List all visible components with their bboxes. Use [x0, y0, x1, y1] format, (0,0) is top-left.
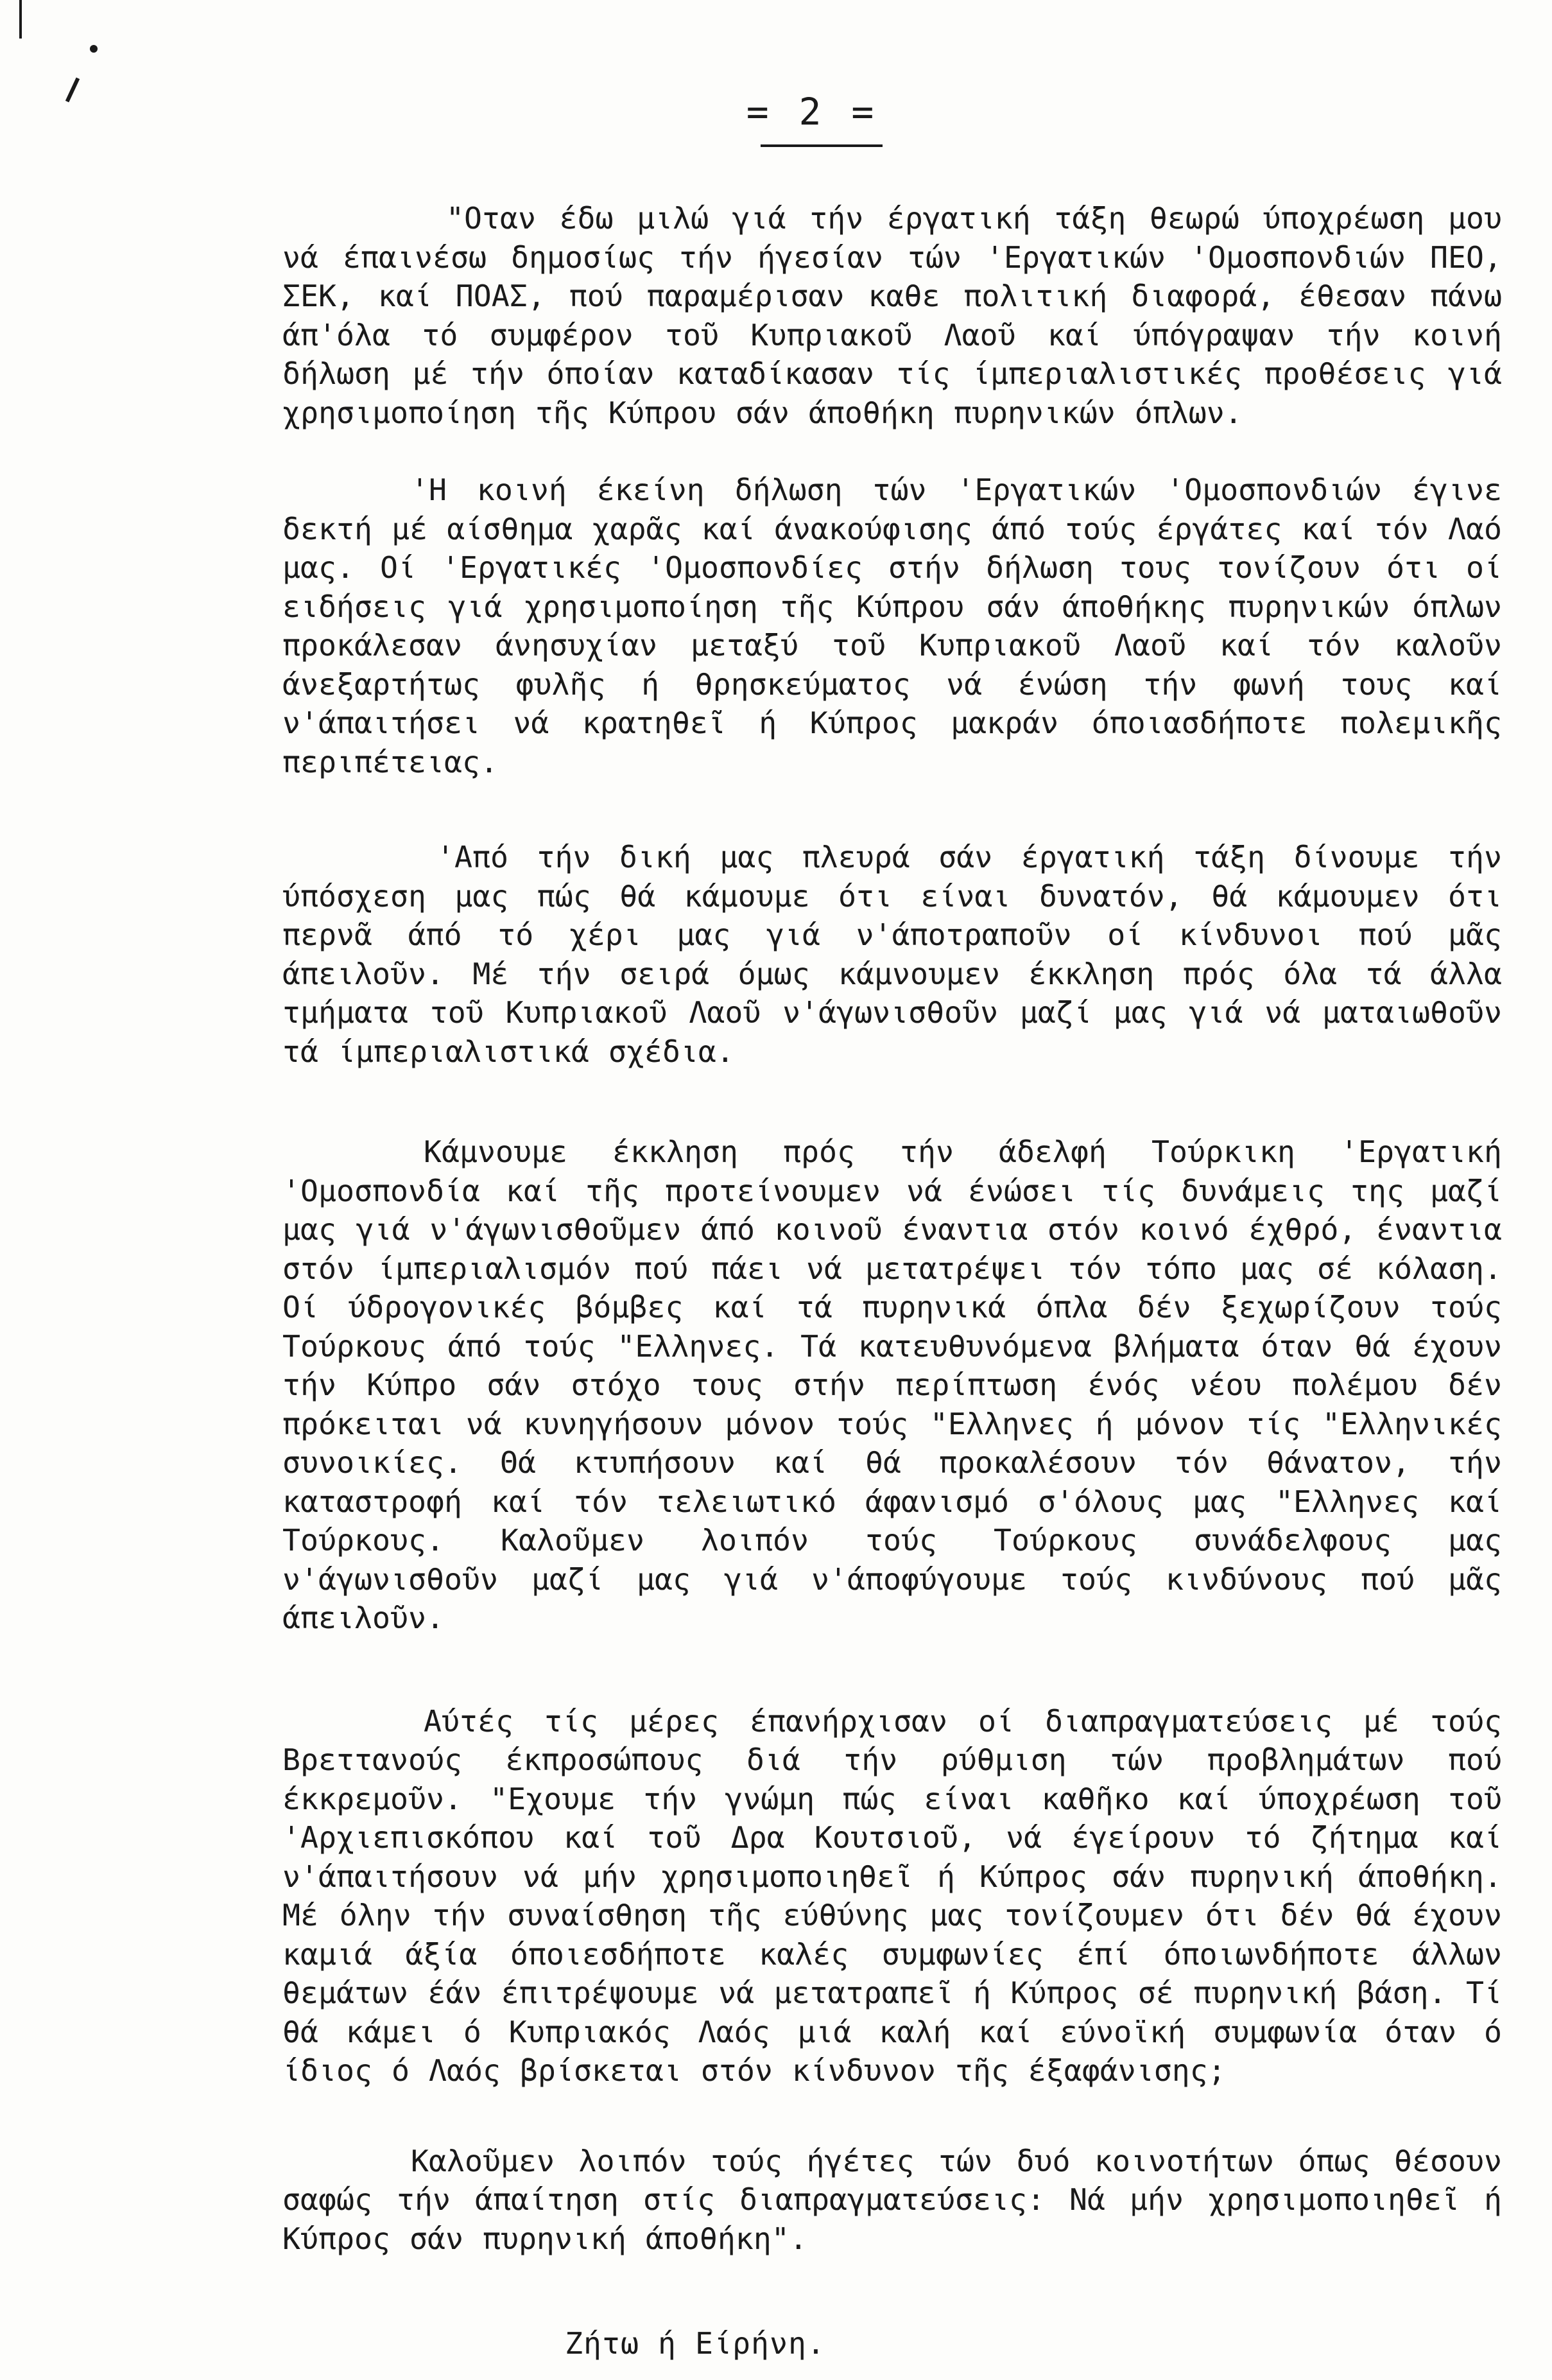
margin-mark-top-left-stroke	[65, 78, 80, 103]
margin-mark-top-left-dot	[90, 45, 98, 53]
paragraph: "Οταν έδω μιλώ γιά τήν έργατική τάξη θεωρώ ύποχρέωση μου νά έπαινέσω δημοσίως τήν ήγεσίαν τών 'Εργατικών 'Ομοσπονδιών ΠΕΟ, ΣΕΚ, καί ΠΟΑΣ, πού παραμέρισαν καθε πολιτική διαφορά, έθεσαν πάνω άπ'όλα τό συμφέρον τοῦ Κυπριακοῦ Λαοῦ καί ύπόγραψαν τήν κοινή δήλωση μέ τήν όποίαν καταδίκασαν τίς ίμπεριαλιστικές προθέσεις γιά χρησιμοποίηση τῆς Κύπρου σάν άποθήκη πυρηνικών όπλων.	[282, 201, 1502, 430]
paragraph: Κάμνουμε έκκληση πρός τήν άδελφή Τούρκικη 'Εργατική 'Ομοσπονδία καί τῆς προτείνουμεν νά ένώσει τίς δυνάμεις της μαζί μας γιά ν'άγωνισθοῦμεν άπό κοινοῦ έναντια στόν κοινό έχθρό, έναντια στόν ίμπεριαλισμόν πού πάει νά μετατρέψει τόν τόπο μας σέ κόλαση. Οί ύδρογονικές βόμβες καί τά πυρηνικά όπλα δέν ξεχωρίζουν τούς Τούρκους άπό τούς "Ελληνες. Τά κατευθυνόμενα βλήματα όταν θά έχουν τήν Κύπρο σάν στόχο τους στήν περίπτωση ένός νέου πολέμου δέν πρόκειται νά κυνηγήσουν μόνον τούς "Ελληνες ή μόνον τίς "Ελληνικές συνοικίες. Θά κτυπήσουν καί θά προκαλέσουν τόν θάνατον, τήν καταστροφή καί τόν τελειωτικό άφανισμό σ'όλους μας "Ελληνες καί Τούρκους. Καλοῦμεν λοιπόν τούς Τούρκους συνάδελφους μας ν'άγωνισθοῦν μαζί μας γιά ν'άποφύγουμε τούς κινδύνους πού μᾶς άπειλοῦν.	[282, 1134, 1502, 1635]
page-number: = 2 =	[746, 90, 878, 134]
paragraph: 'Η κοινή έκείνη δήλωση τών 'Εργατικών 'Ομοσπονδιών έγινε δεκτή μέ αίσθημα χαρᾶς καί άνακούφισης άπό τούς έργάτες καί τόν Λαό μας. Οί 'Εργατικές 'Ομοσπονδίες στήν δήλωση τους τονίζουν ότι οί ειδήσεις γιά χρησιμοποίηση τῆς Κύπρου σάν άποθήκης πυρηνικών όπλων προκάλεσαν άνησυχίαν μεταξύ τοῦ Κυπριακοῦ Λαοῦ καί τόν καλοῦν άνεξαρτήτως φυλῆς ή θρησκεύματος νά ένώση τήν φωνή τους καί ν'άπαιτήσει νά κρατηθεῖ ή Κύπρος μακράν όποιασδήποτε πολεμικῆς περιπέτειας.	[282, 473, 1502, 779]
page-number-underline	[761, 144, 883, 147]
paragraph: Καλοῦμεν λοιπόν τούς ήγέτες τών δυό κοινοτήτων όπως θέσουν σαφώς τήν άπαίτηση στίς διαπραγματεύσεις: Νά μήν χρησιμοποιηθεῖ ή Κύπρος σάν πυρηνική άποθήκη".	[282, 2143, 1502, 2256]
closing-line: Ζήτω ή Είρήνη.	[565, 2326, 825, 2361]
body-text	[282, 199, 1502, 2303]
margin-mark-top-left	[19, 0, 22, 39]
paragraph: Αύτές τίς μέρες έπανήρχισαν οί διαπραγματεύσεις μέ τούς Βρεττανούς έκπροσώπους διά τήν ρύθμιση τών προβλημάτων πού έκκρεμοῦν. "Εχουμε τήν γνώμη πώς είναι καθῆκο καί ύποχρέωση τοῦ 'Αρχιεπισκόπου καί τοῦ Δρα Κουτσιοῦ, νά έγείρουν τό ζήτημα καί ν'άπαιτήσουν νά μήν χρησιμοποιηθεῖ ή Κύπρος σάν πυρηνική άποθήκη. Μέ όλην τήν συναίσθηση τῆς εύθύνης μας τονίζουμεν ότι δέν θά έχουν καμιά άξία όποιεσδήποτε καλές συμφωνίες έπί όποιωνδήποτε άλλων θεμάτων έάν έπιτρέψουμε νά μετατραπεῖ ή Κύπρος σέ πυρηνική βάση. Τί θά κάμει ό Κυπριακός Λαός μιά καλή καί εύνοϊκή συμφωνία όταν ό ίδιος ό Λαός βρίσκεται στόν κίνδυνον τῆς έξαφάνισης;	[282, 1703, 1502, 2088]
paragraph: 'Από τήν δική μας πλευρά σάν έργατική τάξη δίνουμε τήν ύπόσχεση μας πώς θά κάμουμε ότι είναι δυνατόν, θά κάμουμεν ότι περνᾶ άπό τό χέρι μας γιά ν'άποτραποῦν οί κίνδυνοι πού μᾶς άπειλοῦν. Μέ τήν σειρά όμως κάμνουμεν έκκληση πρός όλα τά άλλα τμήματα τοῦ Κυπριακοῦ Λαοῦ ν'άγωνισθοῦν μαζί μας γιά νά ματαιωθοῦν τά ίμπεριαλιστικά σχέδια.	[282, 840, 1502, 1069]
